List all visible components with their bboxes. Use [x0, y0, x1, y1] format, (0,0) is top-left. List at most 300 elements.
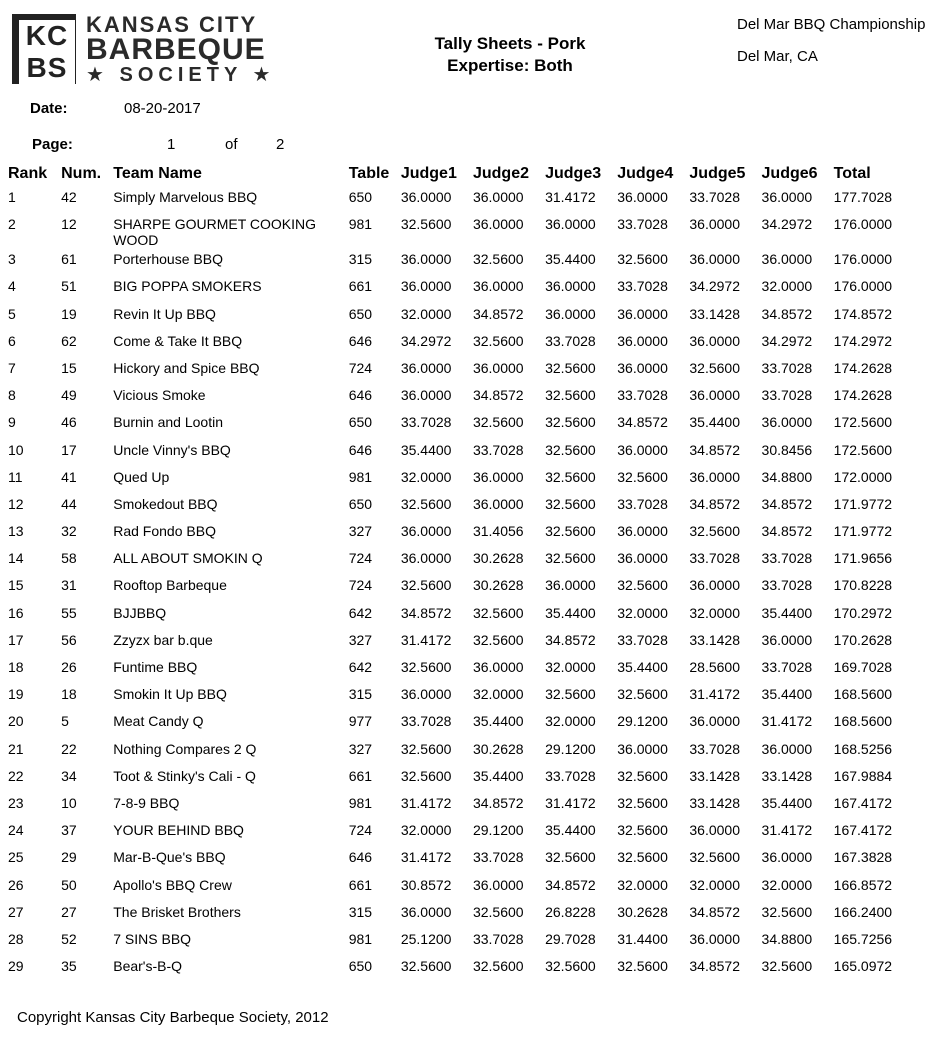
kcbs-logo-mark — [12, 14, 76, 84]
cell-judge2: 32.5600 — [472, 332, 524, 349]
cell-judge3: 32.5600 — [545, 468, 596, 485]
cell-num: 12 — [61, 216, 77, 233]
cell-judge1: 33.7028 — [400, 713, 452, 730]
cell-judge4: 32.5600 — [617, 577, 668, 594]
cell-judge2: 36.0000 — [472, 876, 524, 893]
cell-total: 176.0000 — [833, 216, 893, 233]
cell-team-name: Hickory and Spice BBQ — [113, 359, 260, 376]
cell-total: 169.7028 — [833, 659, 893, 675]
cell-team-name: ALL ABOUT SMOKIN Q — [113, 550, 263, 567]
cell-judge5: 32.5600 — [689, 523, 740, 540]
cell-table: 315 — [348, 251, 373, 268]
cell-judge6: 33.7028 — [761, 387, 813, 404]
cell-judge5: 32.5600 — [689, 359, 740, 376]
cell-judge5: 33.7028 — [689, 550, 740, 567]
cell-rank: 7 — [8, 359, 16, 376]
cell-total: 170.2972 — [833, 604, 893, 621]
cell-total: 174.2628 — [833, 387, 893, 404]
cell-total: 167.4172 — [833, 794, 893, 811]
cell-total: 177.7028 — [833, 189, 893, 205]
table-row — [0, 765, 950, 792]
cell-judge2: 32.5600 — [472, 604, 524, 621]
cell-team-name: Mar-B-Que's BBQ — [113, 849, 226, 866]
cell-judge1: 34.8572 — [400, 604, 452, 621]
cell-judge6: 33.1428 — [761, 767, 813, 784]
cell-judge1: 32.5600 — [400, 577, 452, 594]
cell-num: 17 — [61, 441, 77, 458]
cell-judge4: 32.5600 — [617, 767, 668, 784]
cell-judge3: 26.8228 — [545, 903, 596, 920]
cell-rank: 8 — [8, 387, 16, 404]
cell-judge6: 33.7028 — [761, 359, 813, 376]
cell-judge6: 31.4172 — [761, 822, 813, 839]
cell-team-name: Simply Marvelous BBQ — [113, 189, 258, 205]
cell-rank: 18 — [8, 659, 24, 675]
cell-rank: 20 — [8, 713, 24, 730]
cell-judge3: 29.1200 — [545, 740, 596, 757]
date-label: Date: — [30, 100, 68, 117]
cell-num: 46 — [61, 414, 77, 431]
cell-rank: 12 — [8, 495, 24, 512]
cell-judge5: 34.8572 — [689, 441, 740, 458]
table-row — [0, 466, 950, 493]
cell-team-name: 7 SINS BBQ — [113, 930, 192, 947]
cell-judge3: 32.5600 — [545, 387, 596, 404]
cell-num: 42 — [61, 189, 77, 205]
cell-judge5: 31.4172 — [689, 686, 740, 703]
cell-judge6: 32.0000 — [761, 876, 813, 893]
cell-judge4: 36.0000 — [617, 332, 668, 349]
cell-judge4: 36.0000 — [617, 523, 668, 540]
cell-judge1: 31.4172 — [400, 794, 452, 811]
cell-num: 37 — [61, 822, 77, 839]
cell-judge2: 32.5600 — [472, 251, 524, 268]
table-row — [0, 656, 950, 683]
cell-judge3: 36.0000 — [545, 278, 596, 295]
cell-num: 5 — [61, 713, 69, 730]
cell-judge3: 33.7028 — [545, 767, 596, 784]
cell-table: 661 — [348, 278, 373, 295]
header-judge2: Judge2 — [472, 165, 529, 182]
table-row — [0, 874, 950, 901]
cell-judge6: 35.4400 — [761, 686, 813, 703]
cell-judge1: 30.8572 — [400, 876, 452, 893]
table-row — [0, 213, 950, 248]
cell-judge1: 32.5600 — [400, 740, 452, 757]
cell-num: 15 — [61, 359, 77, 376]
cell-judge4: 36.0000 — [617, 359, 668, 376]
cell-judge6: 31.4172 — [761, 713, 813, 730]
header-judge6: Judge6 — [761, 165, 818, 182]
cell-judge6: 35.4400 — [761, 604, 813, 621]
cell-rank: 15 — [8, 577, 24, 594]
cell-judge3: 32.5600 — [545, 686, 596, 703]
logo-line-2: BARBEQUE — [86, 33, 266, 66]
event-name: Del Mar BBQ Championship — [737, 16, 926, 33]
table-row — [0, 574, 950, 601]
page-label: Page: — [32, 136, 73, 153]
cell-team-name: Burnin and Lootin — [113, 414, 223, 431]
table-row — [0, 792, 950, 819]
table-row — [0, 186, 950, 213]
page-of: of — [225, 136, 238, 153]
cell-judge2: 32.5600 — [472, 631, 524, 648]
cell-num: 50 — [61, 876, 77, 893]
cell-judge2: 36.0000 — [472, 189, 524, 205]
cell-rank: 11 — [8, 468, 23, 485]
cell-judge6: 34.2972 — [761, 216, 813, 233]
cell-rank: 25 — [8, 849, 24, 866]
cell-table: 661 — [348, 876, 373, 893]
cell-judge2: 33.7028 — [472, 930, 524, 947]
cell-num: 41 — [61, 468, 77, 485]
cell-table: 650 — [348, 305, 373, 322]
cell-judge4: 31.4400 — [617, 930, 668, 947]
cell-team-name: Come & Take It BBQ — [113, 332, 243, 349]
cell-judge1: 31.4172 — [400, 849, 452, 866]
cell-table: 981 — [348, 468, 373, 485]
cell-total: 167.9884 — [833, 767, 893, 784]
cell-judge2: 36.0000 — [472, 495, 524, 512]
cell-judge1: 32.0000 — [400, 822, 452, 839]
cell-judge4: 32.5600 — [617, 849, 668, 866]
cell-team-name: Bear's-B-Q — [113, 958, 183, 975]
cell-judge6: 34.8572 — [761, 523, 813, 540]
cell-judge3: 31.4172 — [545, 794, 596, 811]
cell-team-name: Porterhouse BBQ — [113, 251, 223, 268]
cell-judge5: 33.1428 — [689, 631, 740, 648]
table-row — [0, 955, 950, 982]
cell-table: 642 — [348, 604, 373, 621]
cell-judge3: 33.7028 — [545, 332, 596, 349]
cell-judge2: 32.5600 — [472, 903, 524, 920]
table-row — [0, 520, 950, 547]
table-row — [0, 547, 950, 574]
cell-total: 168.5256 — [833, 740, 893, 757]
cell-team-name: Rooftop Barbeque — [113, 577, 227, 594]
cell-judge2: 36.0000 — [472, 278, 524, 295]
cell-judge6: 36.0000 — [761, 189, 813, 205]
cell-judge6: 30.8456 — [761, 441, 813, 458]
table-row — [0, 602, 950, 629]
cell-total: 170.2628 — [833, 631, 893, 648]
cell-num: 58 — [61, 550, 77, 567]
cell-judge2: 30.2628 — [472, 577, 524, 594]
cell-judge5: 32.0000 — [689, 604, 740, 621]
cell-judge3: 32.5600 — [545, 958, 596, 975]
cell-table: 327 — [348, 523, 373, 540]
cell-judge2: 32.5600 — [472, 958, 524, 975]
cell-judge4: 33.7028 — [617, 631, 668, 648]
cell-judge2: 36.0000 — [472, 659, 524, 675]
cell-judge3: 32.5600 — [545, 359, 596, 376]
cell-judge3: 34.8572 — [545, 631, 596, 648]
cell-judge5: 36.0000 — [689, 332, 740, 349]
cell-num: 10 — [61, 794, 77, 811]
cell-table: 650 — [348, 958, 373, 975]
cell-team-name: Vicious Smoke — [113, 387, 206, 404]
cell-judge2: 33.7028 — [472, 849, 524, 866]
cell-num: 26 — [61, 659, 77, 675]
cell-judge1: 36.0000 — [400, 523, 452, 540]
cell-judge1: 32.5600 — [400, 767, 452, 784]
cell-team-name: Apollo's BBQ Crew — [113, 876, 232, 893]
cell-judge4: 33.7028 — [617, 216, 668, 233]
cell-judge3: 32.5600 — [545, 849, 596, 866]
cell-table: 327 — [348, 740, 373, 757]
cell-table: 650 — [348, 414, 373, 431]
cell-judge6: 34.8800 — [761, 468, 813, 485]
cell-judge5: 36.0000 — [689, 468, 740, 485]
cell-num: 61 — [61, 251, 77, 268]
cell-judge6: 36.0000 — [761, 251, 813, 268]
table-row — [0, 330, 950, 357]
cell-total: 168.5600 — [833, 686, 893, 703]
cell-judge3: 29.7028 — [545, 930, 596, 947]
cell-num: 31 — [61, 577, 77, 594]
cell-total: 168.5600 — [833, 713, 893, 730]
cell-num: 49 — [61, 387, 77, 404]
cell-total: 171.9772 — [833, 495, 893, 512]
table-row — [0, 411, 950, 438]
cell-total: 167.3828 — [833, 849, 893, 866]
cell-judge6: 36.0000 — [761, 849, 813, 866]
cell-table: 642 — [348, 659, 373, 675]
cell-judge3: 32.5600 — [545, 441, 596, 458]
cell-judge4: 34.8572 — [617, 414, 668, 431]
cell-team-name: Zzyzx bar b.que — [113, 631, 213, 648]
table-row — [0, 901, 950, 928]
cell-table: 315 — [348, 903, 373, 920]
event-info — [737, 14, 925, 68]
cell-total: 165.7256 — [833, 930, 893, 947]
cell-judge1: 36.0000 — [400, 550, 452, 567]
cell-judge5: 32.0000 — [689, 876, 740, 893]
cell-rank: 13 — [8, 523, 24, 540]
cell-judge2: 36.0000 — [472, 468, 524, 485]
cell-judge6: 32.5600 — [761, 903, 813, 920]
cell-team-name: The Brisket Brothers — [113, 903, 241, 920]
cell-rank: 19 — [8, 686, 24, 703]
header-total: Total — [833, 165, 871, 182]
cell-team-name: Meat Candy Q — [113, 713, 204, 730]
cell-judge2: 30.2628 — [472, 740, 524, 757]
cell-team-name: YOUR BEHIND BBQ — [113, 822, 244, 839]
cell-judge1: 32.5600 — [400, 495, 452, 512]
cell-judge5: 36.0000 — [689, 251, 740, 268]
cell-judge6: 36.0000 — [761, 414, 813, 431]
cell-judge3: 35.4400 — [545, 604, 596, 621]
kcbs-logo — [12, 14, 287, 86]
cell-judge5: 33.1428 — [689, 305, 740, 322]
cell-judge2: 33.7028 — [472, 441, 524, 458]
cell-judge3: 35.4400 — [545, 251, 596, 268]
table-row — [0, 846, 950, 873]
cell-table: 724 — [348, 577, 373, 594]
cell-total: 166.2400 — [833, 903, 893, 920]
cell-judge1: 32.0000 — [400, 468, 452, 485]
cell-judge5: 34.8572 — [689, 495, 740, 512]
cell-judge1: 25.1200 — [400, 930, 452, 947]
cell-judge4: 36.0000 — [617, 550, 668, 567]
cell-judge3: 32.5600 — [545, 495, 596, 512]
cell-team-name: Uncle Vinny's BBQ — [113, 441, 231, 458]
logo-wordmark — [86, 14, 286, 86]
cell-judge5: 34.8572 — [689, 958, 740, 975]
cell-judge2: 35.4400 — [472, 713, 524, 730]
cell-rank: 3 — [8, 251, 16, 268]
cell-rank: 27 — [8, 903, 24, 920]
report-title — [380, 33, 640, 77]
cell-rank: 5 — [8, 305, 16, 322]
cell-judge4: 36.0000 — [617, 441, 668, 458]
cell-judge6: 34.8572 — [761, 495, 813, 512]
cell-table: 981 — [348, 930, 373, 947]
cell-num: 62 — [61, 332, 77, 349]
cell-judge5: 36.0000 — [689, 713, 740, 730]
cell-judge1: 36.0000 — [400, 278, 452, 295]
cell-judge1: 36.0000 — [400, 903, 452, 920]
cell-total: 165.0972 — [833, 958, 893, 975]
cell-judge1: 31.4172 — [400, 631, 452, 648]
cell-judge2: 34.8572 — [472, 305, 524, 322]
cell-total: 174.8572 — [833, 305, 893, 322]
cell-judge5: 36.0000 — [689, 387, 740, 404]
cell-judge1: 32.5600 — [400, 958, 452, 975]
header-rank: Rank — [8, 165, 48, 182]
cell-team-name: Funtime BBQ — [113, 659, 198, 675]
cell-judge4: 32.5600 — [617, 468, 668, 485]
cell-judge4: 32.5600 — [617, 686, 668, 703]
cell-table: 646 — [348, 441, 373, 458]
cell-judge5: 33.1428 — [689, 794, 740, 811]
table-row — [0, 303, 950, 330]
cell-judge5: 33.7028 — [689, 740, 740, 757]
table-row — [0, 248, 950, 275]
cell-judge6: 32.0000 — [761, 278, 813, 295]
page-total: 2 — [276, 136, 285, 153]
header-num: Num. — [61, 165, 102, 182]
cell-judge5: 33.7028 — [689, 189, 740, 205]
cell-judge5: 36.0000 — [689, 216, 740, 233]
cell-rank: 6 — [8, 332, 16, 349]
cell-num: 27 — [61, 903, 77, 920]
cell-judge6: 36.0000 — [761, 740, 813, 757]
table-row — [0, 357, 950, 384]
cell-rank: 1 — [8, 189, 16, 205]
cell-judge1: 36.0000 — [400, 686, 452, 703]
logo-line-1: KANSAS CITY — [86, 12, 258, 37]
cell-judge5: 35.4400 — [689, 414, 740, 431]
logo-letters-bs: BS — [26, 52, 68, 83]
header-team-name: Team Name — [113, 165, 202, 182]
cell-num: 29 — [61, 849, 77, 866]
cell-judge2: 36.0000 — [472, 216, 524, 233]
cell-num: 55 — [61, 604, 77, 621]
cell-table: 724 — [348, 822, 373, 839]
cell-rank: 16 — [8, 604, 24, 621]
cell-judge3: 35.4400 — [545, 822, 596, 839]
cell-judge6: 35.4400 — [761, 794, 813, 811]
cell-num: 22 — [61, 740, 77, 757]
cell-rank: 23 — [8, 794, 24, 811]
cell-judge1: 36.0000 — [400, 251, 452, 268]
cell-judge6: 33.7028 — [761, 659, 813, 675]
cell-table: 327 — [348, 631, 373, 648]
cell-judge5: 34.2972 — [689, 278, 740, 295]
table-row — [0, 384, 950, 411]
cell-judge6: 32.5600 — [761, 958, 813, 975]
cell-judge1: 35.4400 — [400, 441, 452, 458]
cell-total: 176.0000 — [833, 251, 893, 268]
cell-judge2: 32.0000 — [472, 686, 524, 703]
cell-judge4: 32.5600 — [617, 251, 668, 268]
cell-judge4: 36.0000 — [617, 740, 668, 757]
cell-judge1: 36.0000 — [400, 189, 452, 205]
report-title-expertise: Expertise: Both — [447, 56, 573, 75]
cell-rank: 10 — [8, 441, 24, 458]
cell-judge5: 34.8572 — [689, 903, 740, 920]
cell-judge1: 32.0000 — [400, 305, 452, 322]
copyright-footer: Copyright Kansas City Barbeque Society, 2012 — [17, 1009, 329, 1026]
cell-num: 52 — [61, 930, 77, 947]
cell-judge6: 34.8800 — [761, 930, 813, 947]
cell-total: 172.5600 — [833, 441, 893, 458]
cell-judge1: 32.5600 — [400, 216, 452, 233]
cell-team-name: Revin It Up BBQ — [113, 305, 216, 322]
cell-judge3: 36.0000 — [545, 305, 596, 322]
cell-rank: 24 — [8, 822, 24, 839]
cell-judge3: 32.0000 — [545, 713, 596, 730]
cell-judge1: 34.2972 — [400, 332, 452, 349]
cell-judge1: 36.0000 — [400, 359, 452, 376]
cell-total: 174.2628 — [833, 359, 893, 376]
cell-judge4: 32.5600 — [617, 794, 668, 811]
cell-judge4: 32.5600 — [617, 958, 668, 975]
cell-rank: 14 — [8, 550, 24, 567]
cell-team-name: Toot & Stinky's Cali - Q — [113, 767, 256, 784]
date-value: 08-20-2017 — [124, 100, 201, 117]
cell-judge1: 36.0000 — [400, 387, 452, 404]
cell-judge2: 32.5600 — [472, 414, 524, 431]
cell-judge2: 36.0000 — [472, 359, 524, 376]
table-row — [0, 629, 950, 656]
header-judge5: Judge5 — [689, 165, 746, 182]
cell-judge5: 36.0000 — [689, 577, 740, 594]
cell-judge2: 34.8572 — [472, 387, 524, 404]
cell-table: 646 — [348, 849, 373, 866]
cell-judge5: 36.0000 — [689, 930, 740, 947]
cell-judge2: 34.8572 — [472, 794, 524, 811]
cell-judge3: 32.0000 — [545, 659, 596, 675]
cell-total: 170.8228 — [833, 577, 893, 594]
cell-table: 981 — [348, 216, 373, 233]
cell-judge1: 33.7028 — [400, 414, 452, 431]
cell-judge2: 29.1200 — [472, 822, 524, 839]
cell-judge3: 32.5600 — [545, 550, 596, 567]
table-row — [0, 738, 950, 765]
cell-rank: 21 — [8, 740, 24, 757]
cell-judge4: 36.0000 — [617, 305, 668, 322]
cell-rank: 22 — [8, 767, 24, 784]
cell-table: 661 — [348, 767, 373, 784]
cell-judge3: 32.5600 — [545, 414, 596, 431]
cell-total: 167.4172 — [833, 822, 893, 839]
cell-team-name: BJJBBQ — [113, 604, 167, 621]
cell-total: 174.2972 — [833, 332, 893, 349]
table-row — [0, 819, 950, 846]
cell-num: 35 — [61, 958, 77, 975]
